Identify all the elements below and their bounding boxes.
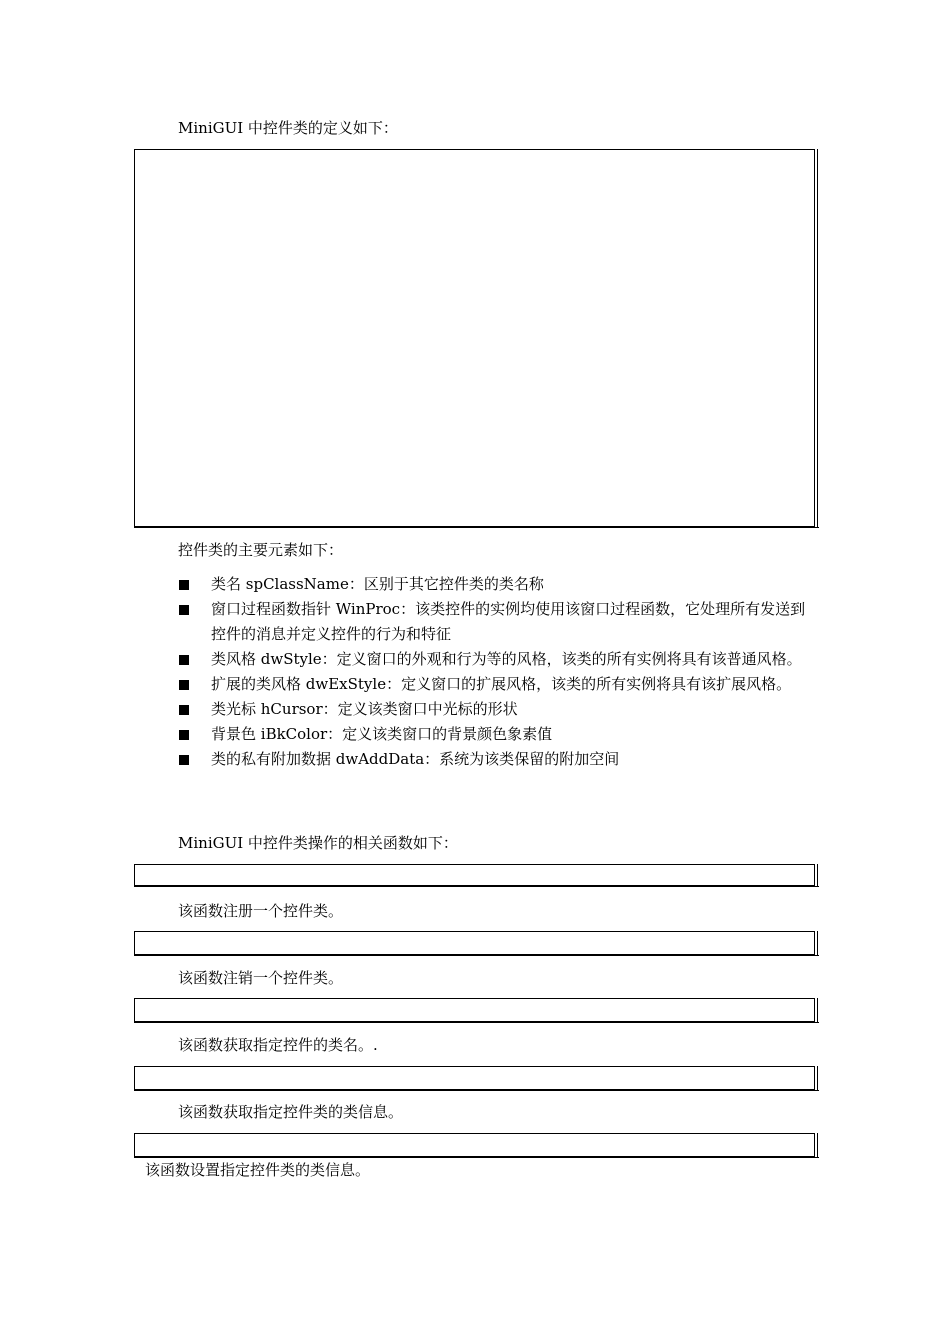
intro-text: MiniGUI 中控件类的定义如下： bbox=[178, 119, 398, 137]
square-bullet-icon bbox=[179, 655, 189, 665]
class-elements-list bbox=[178, 572, 818, 772]
square-bullet-icon bbox=[179, 730, 189, 740]
list-item bbox=[178, 597, 818, 647]
list-item-text: 窗口过程函数指针 WinProc：该类控件的实例均使用该窗口过程函数，它处理所有发送到控件的消息并定义控件的行为和特征 bbox=[211, 600, 806, 643]
list-item-text: 类风格 dwStyle：定义窗口的外观和行为等的风格，该类的所有实例将具有该普通风格。 bbox=[211, 650, 802, 668]
function-description-register: 该函数注册一个控件类。 bbox=[178, 902, 344, 920]
list-item bbox=[178, 572, 818, 597]
elements-heading: 控件类的主要元素如下： bbox=[178, 541, 344, 559]
function-code-box-set-class-info bbox=[134, 1133, 815, 1157]
function-description-set-class-info: 该函数设置指定控件类的类信息。 bbox=[145, 1161, 371, 1179]
function-code-box-unregister bbox=[134, 931, 815, 955]
function-code-box-get-class-info bbox=[134, 1066, 815, 1090]
functions-heading: MiniGUI 中控件类操作的相关函数如下： bbox=[178, 834, 458, 852]
class-definition-code-box bbox=[134, 149, 815, 527]
list-item bbox=[178, 722, 818, 747]
square-bullet-icon bbox=[179, 680, 189, 690]
function-description-get-class-info: 该函数获取指定控件类的类信息。 bbox=[178, 1103, 404, 1121]
list-item bbox=[178, 672, 818, 697]
list-item-text: 扩展的类风格 dwExStyle：定义窗口的扩展风格，该类的所有实例将具有该扩展风格。 bbox=[211, 675, 792, 693]
square-bullet-icon bbox=[179, 705, 189, 715]
list-item bbox=[178, 697, 818, 722]
list-item-text: 类名 spClassName：区别于其它控件类的类名称 bbox=[211, 575, 544, 593]
list-item-text: 背景色 iBkColor：定义该类窗口的背景颜色象素值 bbox=[211, 725, 553, 743]
list-item-text: 类光标 hCursor：定义该类窗口中光标的形状 bbox=[211, 700, 518, 718]
square-bullet-icon bbox=[179, 605, 189, 615]
square-bullet-icon bbox=[179, 755, 189, 765]
function-description-unregister: 该函数注销一个控件类。 bbox=[178, 969, 344, 987]
square-bullet-icon bbox=[179, 580, 189, 590]
list-item-text: 类的私有附加数据 dwAddData：系统为该类保留的附加空间 bbox=[211, 750, 620, 768]
function-code-box-get-class-name bbox=[134, 998, 815, 1022]
list-item bbox=[178, 747, 818, 772]
list-item bbox=[178, 647, 818, 672]
function-description-get-class-name: 该函数获取指定控件的类名。. bbox=[178, 1036, 378, 1054]
function-code-box-register bbox=[134, 864, 815, 886]
